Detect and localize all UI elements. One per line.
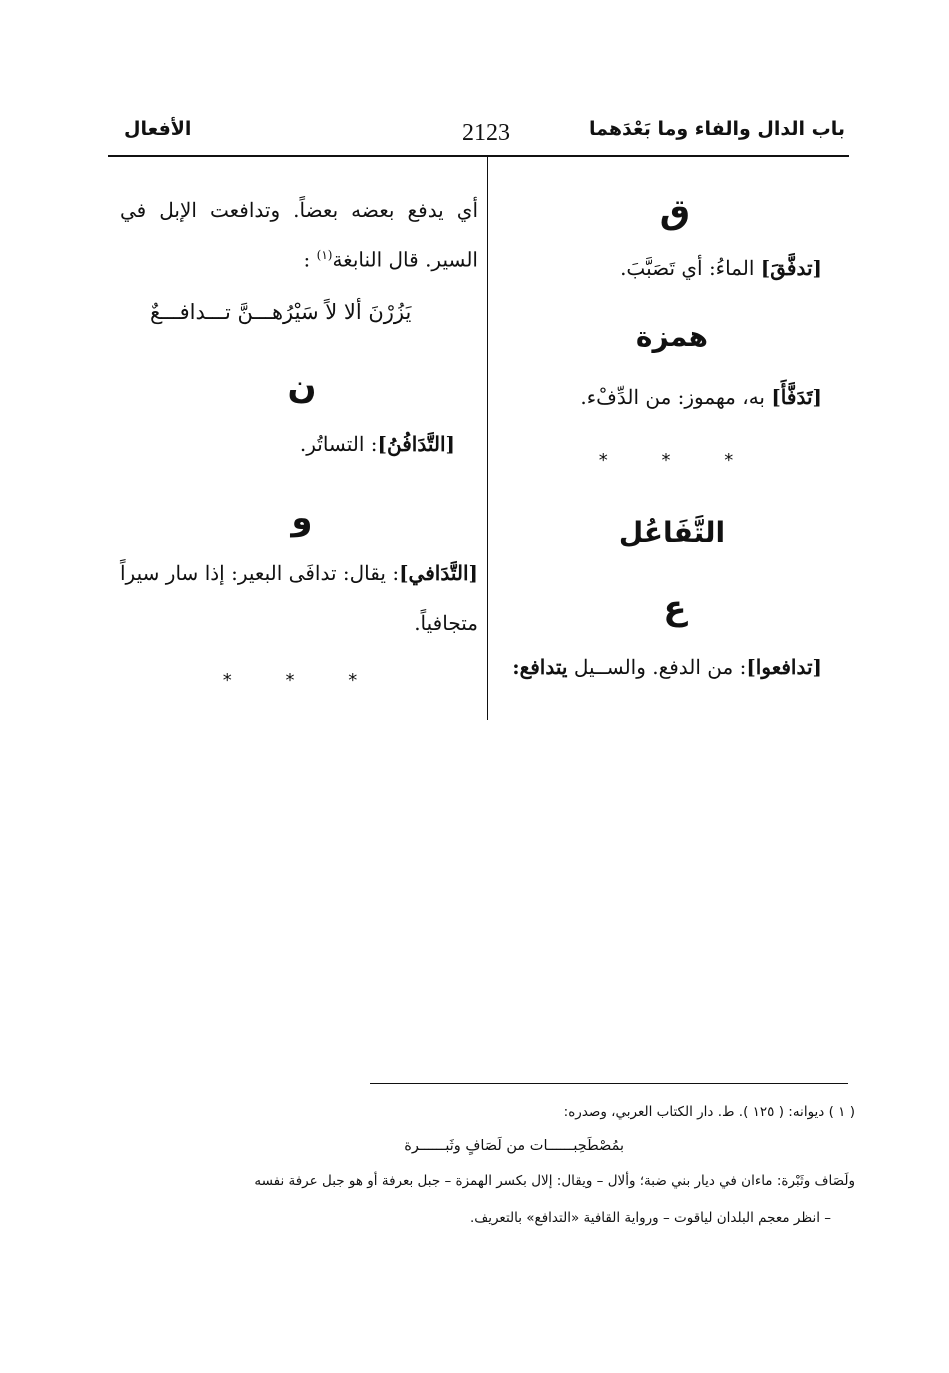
entry-headword: [التَّدَافُنُ] bbox=[377, 432, 455, 456]
entry-tadafi bbox=[120, 548, 478, 648]
entry-definition: : التساتُر. bbox=[299, 432, 378, 456]
footnote-reference: (١) bbox=[316, 248, 333, 262]
entry-definition: به، مهموز: من الدِّفْء. bbox=[580, 385, 772, 409]
running-head-section: الأفعال bbox=[124, 118, 192, 140]
entry-definition: : يقال: تدافَى البعير: إذا سار سيراً متجافياً. bbox=[120, 561, 478, 635]
entry-tadafun bbox=[300, 427, 455, 461]
footnote-line: ( ١ ) ديوانه: ( ١٢٥ ). ط. دار الكتاب العربي، وصدره: bbox=[563, 1104, 855, 1120]
section-separator: * * * bbox=[598, 450, 758, 471]
entry-tadafaou bbox=[512, 650, 822, 684]
entry-definition-bold: يتدافع: bbox=[512, 655, 568, 679]
page-number: 2123 bbox=[462, 120, 510, 146]
footnote-verse: بمُصْطَحِبــــــات من لَصَافٍ وثَبــــــرة bbox=[404, 1138, 624, 1154]
footnote-rule bbox=[370, 1083, 848, 1084]
entry-headword: [التَّدَافي] bbox=[399, 561, 478, 585]
section-separator: * * * bbox=[222, 670, 382, 691]
entry-headword: [تَدَفَّأَ] bbox=[771, 385, 822, 409]
letter-heading-nun: ن bbox=[287, 367, 317, 407]
section-heading-tafaaul: التَّفَاعُل bbox=[618, 516, 726, 549]
paragraph-colon: : bbox=[303, 247, 311, 272]
footnote-line: – انظر معجم البلدان لياقوت – ورواية القافية «التدافع» بالتعريف. bbox=[469, 1210, 831, 1226]
paragraph-text: أي يدفع بعضه بعضاً. وتدافعت الإبل في السير. قال النابغة bbox=[120, 198, 478, 272]
footnote-line: ولَصَاف وثَبْرة: ماءان في ديار بني ضبة؛ وألال – ويقال: إلال بكسر الهمزة – جبل بعرفة أو هو جبل عرفة نفسه bbox=[254, 1173, 855, 1189]
running-head-chapter: باب الدال والفاء وما بَعْدَهما bbox=[588, 118, 845, 140]
entry-headword: [تدفَّقَ] bbox=[760, 256, 822, 280]
section-heading-hamza: همزة bbox=[635, 320, 709, 353]
poetry-verse: يَزُرْنَ ألا لاً سَيْرُهـــنَّ تـــدافـــعٌ bbox=[150, 300, 412, 324]
entry-headword: [تدافعوا] bbox=[746, 655, 822, 679]
entry-definition: : من الدفع. والســيل bbox=[567, 655, 747, 679]
column-divider bbox=[487, 157, 488, 720]
continuation-paragraph bbox=[120, 188, 478, 283]
entry-tadaffaqa bbox=[620, 251, 822, 285]
letter-heading-qaf: ق bbox=[659, 192, 691, 232]
letter-heading-waw: و bbox=[291, 498, 313, 538]
letter-heading-ayn: ع bbox=[663, 588, 687, 628]
header-rule bbox=[108, 155, 849, 157]
entry-definition: الماءُ: أي تَصَبَّبَ. bbox=[620, 256, 761, 280]
entry-tadaffaa bbox=[580, 380, 822, 414]
